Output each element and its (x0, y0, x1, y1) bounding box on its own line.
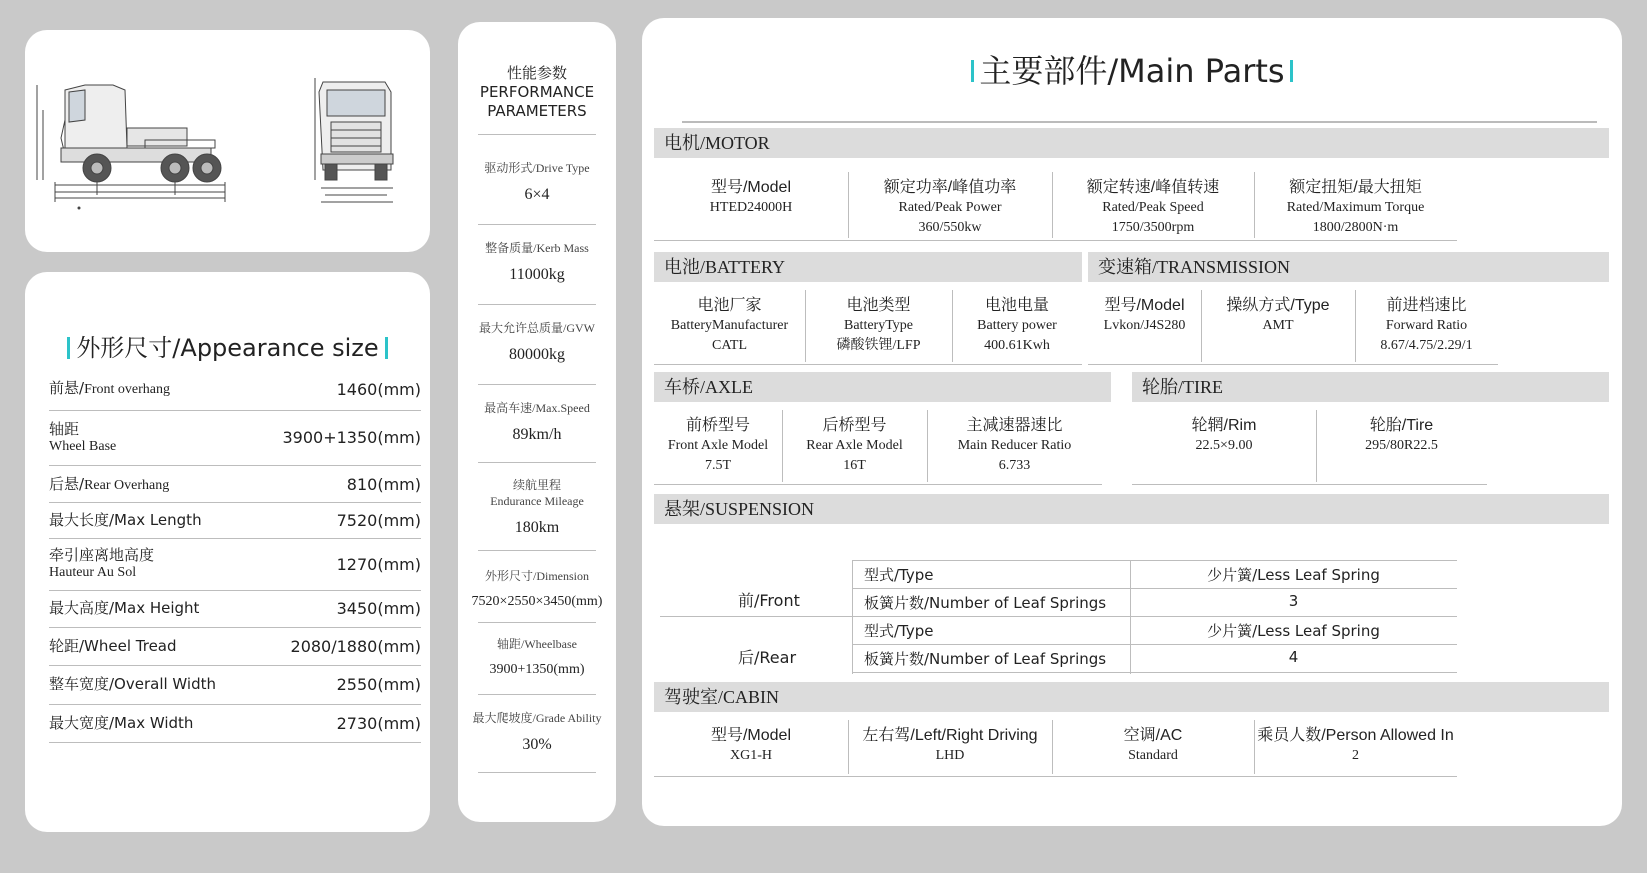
table-divider (852, 560, 853, 674)
axle-label-en: Front Axle Model (667, 438, 769, 453)
performance-item-value: 3900+1350(mm) (489, 662, 585, 677)
table-divider (1316, 410, 1317, 482)
table-divider (1254, 172, 1255, 238)
appearance-row-label (49, 476, 169, 494)
performance-item-value: 180km (514, 519, 560, 536)
transmission-value: Lvkon/J4S280 (1103, 318, 1186, 333)
suspension-section-header: 悬架/SUSPENSION (654, 494, 1609, 524)
cabin-cell (654, 726, 848, 774)
performance-title-en-line2: PARAMETERS (487, 102, 587, 120)
battery-label-cn: 电池厂家 (697, 297, 762, 314)
motor-cell (654, 178, 848, 238)
title-accent-bar (1290, 60, 1293, 82)
appearance-row-label-cn: 前悬/ (49, 379, 85, 397)
axle-cell (654, 416, 782, 482)
appearance-row-label-en: Hauteur Au Sol (49, 565, 137, 580)
battery-label-cn: 电池电量 (984, 297, 1049, 314)
transmission-cell (1355, 296, 1498, 362)
table-rule (1088, 364, 1498, 365)
battery-label-en: Battery power (977, 318, 1057, 333)
suspension-rear-label: 后/Rear (738, 648, 797, 667)
motor-label-cn: 额定扭矩/最大扭矩 (1289, 179, 1422, 196)
table-divider (1355, 290, 1356, 362)
axle-value: 7.5T (704, 458, 732, 473)
performance-item (464, 240, 610, 284)
transmission-label-cn: 前进档速比 (1386, 297, 1467, 314)
performance-item-label-en: Endurance Mileage (490, 494, 584, 508)
axle-label-en: Main Reducer Ratio (957, 438, 1072, 453)
performance-item-label: 最大允许总质量/GVW (479, 321, 595, 335)
transmission-label-en: Forward Ratio (1385, 318, 1468, 333)
transmission-label-cn: 操纵方式/Type (1226, 297, 1330, 314)
table-rule (654, 364, 1082, 365)
battery-cell (654, 296, 805, 362)
performance-item-label: 轴距/Wheelbase (497, 637, 577, 651)
motor-value: HTED24000H (709, 200, 793, 215)
tire-cell (1316, 416, 1487, 482)
appearance-row-value: 3900+1350(mm) (282, 428, 421, 447)
appearance-size-title (25, 328, 430, 363)
motor-label-cn: 额定功率/峰值功率 (883, 179, 1017, 196)
main-parts-card (642, 18, 1622, 826)
table-rule (852, 588, 1457, 589)
appearance-row-value: 3450(mm) (336, 599, 421, 618)
appearance-row-label (49, 547, 154, 581)
suspension-row-value: 少片簧/Less Leaf Spring (1207, 622, 1380, 640)
title-underline (682, 121, 1597, 123)
cabin-cell (1254, 726, 1457, 774)
performance-item-value: 89km/h (512, 426, 562, 443)
truck-side-view-drawing (25, 30, 430, 252)
performance-item (464, 568, 610, 610)
battery-label-en: BatteryType (844, 318, 913, 333)
table-rule (852, 644, 1457, 645)
table-rule (1132, 484, 1487, 485)
tire-label-cn: 轮胎/Tire (1369, 417, 1434, 434)
tire-section-header: 轮胎/TIRE (1132, 372, 1609, 402)
appearance-row-label (49, 380, 170, 398)
performance-item-label: 续航里程 (512, 478, 561, 492)
table-rule (660, 616, 1457, 617)
cabin-label-cn: 空调/AC (1123, 727, 1183, 744)
suspension-row-value: 3 (1288, 592, 1299, 610)
axle-label-cn: 后桥型号 (822, 417, 887, 434)
table-divider (1052, 720, 1053, 774)
table-rule (654, 484, 1102, 485)
appearance-row-value: 7520(mm) (336, 510, 421, 530)
motor-cell (1254, 178, 1457, 238)
performance-item (464, 636, 610, 678)
performance-item-value: 11000kg (509, 266, 565, 283)
battery-value: 400.61Kwh (984, 338, 1050, 353)
appearance-row-label-en: Front overhang (84, 382, 170, 397)
battery-cell (805, 296, 952, 362)
title-accent-bar (385, 337, 388, 359)
appearance-row-value: 1460(mm) (336, 379, 421, 399)
battery-cell (952, 296, 1082, 362)
appearance-row (49, 704, 421, 743)
motor-label-en: Rated/Maximum Torque (1286, 200, 1425, 215)
motor-value: 1800/2800N·m (1312, 220, 1399, 235)
appearance-row-label-en: Rear Overhang (84, 477, 170, 493)
suspension-row-label: 板簧片数/Number of Leaf Springs (864, 650, 1107, 668)
axle-label-en: Rear Axle Model (806, 438, 903, 453)
performance-item (464, 320, 610, 364)
appearance-row (49, 590, 421, 628)
appearance-row (49, 502, 421, 539)
axle-value: 6.733 (998, 458, 1031, 473)
appearance-row-label (49, 512, 202, 529)
transmission-cell (1088, 296, 1201, 362)
performance-title (458, 64, 616, 121)
axle-label-cn: 主减速器速比 (966, 417, 1063, 434)
cabin-label-cn: 左右驾/Left/Right Driving (862, 727, 1038, 744)
axle-cell (927, 416, 1102, 482)
performance-divider (478, 462, 596, 463)
appearance-row-label-cn: 最大宽度/Max Width (49, 713, 194, 732)
suspension-row-value: 少片簧/Less Leaf Spring (1207, 566, 1380, 584)
battery-value: 磷酸铁锂/LFP (836, 338, 921, 353)
transmission-value: AMT (1262, 318, 1294, 333)
cabin-cell (848, 726, 1052, 774)
table-divider (805, 290, 806, 362)
appearance-row-value: 2550(mm) (336, 675, 421, 694)
tire-value: 22.5×9.00 (1195, 438, 1253, 453)
suspension-row-label: 型式/Type (864, 622, 934, 640)
cabin-value: 2 (1352, 748, 1359, 763)
appearance-row (49, 410, 421, 466)
performance-divider (478, 550, 596, 551)
appearance-row-label-cn: 最大高度/Max Height (49, 599, 200, 617)
battery-section-header: 电池/BATTERY (654, 252, 1082, 282)
performance-item (464, 477, 610, 537)
appearance-row-label (49, 715, 193, 732)
transmission-label-cn: 型号/Model (1104, 297, 1185, 314)
table-rule (852, 672, 1457, 673)
performance-title-cn: 性能参数 (506, 64, 567, 82)
performance-item-label: 外形尺寸/Dimension (485, 569, 589, 583)
cabin-cell (1052, 726, 1254, 774)
title-accent-bar (971, 60, 974, 82)
motor-value: 360/550kw (918, 220, 982, 235)
appearance-row-value: 2080/1880(mm) (290, 636, 421, 656)
performance-divider (478, 304, 596, 305)
table-rule (654, 776, 1457, 777)
tire-value: 295/80R22.5 (1365, 438, 1438, 453)
table-rule (852, 560, 1457, 561)
cabin-label-cn: 型号/Model (710, 727, 792, 744)
appearance-row (49, 665, 421, 705)
motor-label-cn: 额定转速/峰值转速 (1086, 179, 1220, 196)
appearance-row-value: 810(mm) (346, 475, 421, 494)
appearance-row (49, 467, 421, 503)
suspension-front-label: 前/Front (738, 591, 800, 610)
performance-divider (478, 694, 596, 695)
appearance-row-label (49, 638, 177, 655)
appearance-row-label-cn: 轴距 (49, 419, 80, 438)
tire-cell (1132, 416, 1316, 482)
table-divider (848, 720, 849, 774)
performance-item-label: 整备质量/Kerb Mass (485, 241, 589, 255)
suspension-row-label: 板簧片数/Number of Leaf Springs (864, 594, 1107, 612)
appearance-size-card (25, 272, 430, 832)
performance-item-value: 30% (522, 736, 552, 753)
appearance-row-label (49, 676, 216, 693)
table-divider (1201, 290, 1202, 362)
performance-item-value: 6×4 (524, 186, 550, 203)
appearance-row-label-cn: 轮距/Wheel Tread (49, 636, 177, 655)
battery-value: CATL (712, 338, 747, 353)
appearance-row-value: 1270(mm) (336, 554, 421, 574)
transmission-section-header: 变速箱/TRANSMISSION (1088, 252, 1609, 282)
table-divider (782, 410, 783, 482)
cabin-section-header: 驾驶室/CABIN (654, 682, 1609, 712)
table-divider (952, 290, 953, 362)
cabin-label-cn: 乘员人数/Person Allowed In (1257, 727, 1454, 744)
cabin-value: Standard (1128, 748, 1178, 763)
transmission-value: 8.67/4.75/2.29/1 (1380, 338, 1473, 353)
table-divider (1052, 172, 1053, 238)
performance-divider (478, 134, 596, 135)
appearance-row (49, 538, 421, 591)
motor-cell (848, 178, 1052, 238)
axle-section-header: 车桥/AXLE (654, 372, 1111, 402)
appearance-row-label-cn: 牵引座离地高度 (49, 546, 155, 564)
appearance-row-label-cn: 最大长度/Max Length (49, 510, 202, 529)
performance-divider (478, 224, 596, 225)
transmission-cell (1201, 296, 1355, 362)
table-divider (1254, 720, 1255, 774)
appearance-row-label-cn: 后悬/ (49, 474, 85, 493)
motor-section-header: 电机/MOTOR (654, 128, 1609, 158)
performance-item-value: 7520×2550×3450(mm) (471, 594, 603, 609)
appearance-row-value: 2730(mm) (336, 713, 421, 733)
appearance-size-title-text: 外形尺寸/Appearance size (76, 334, 379, 362)
cabin-value: XG1-H (730, 748, 772, 763)
appearance-row-label-en: Wheel Base (49, 438, 117, 454)
motor-value: 1750/3500rpm (1111, 220, 1195, 235)
motor-cell (1052, 178, 1254, 238)
main-parts-title (642, 46, 1622, 92)
suspension-row-value: 4 (1288, 648, 1299, 666)
table-divider (927, 410, 928, 482)
motor-label-en: Rated/Peak Speed (1102, 200, 1204, 215)
performance-parameters-card (458, 22, 616, 822)
appearance-row-label (49, 600, 199, 617)
performance-item-value: 80000kg (509, 346, 565, 363)
performance-item (464, 400, 610, 444)
performance-item (464, 160, 610, 204)
performance-divider (478, 772, 596, 773)
appearance-row-label-cn: 整车宽度/Overall Width (49, 675, 217, 693)
performance-divider (478, 384, 596, 385)
performance-item-label: 最大爬坡度/Grade Ability (472, 711, 602, 725)
cabin-value: LHD (935, 748, 965, 763)
performance-divider (478, 622, 596, 623)
performance-item-label: 最高车速/Max.Speed (484, 401, 590, 415)
motor-label-en: Rated/Peak Power (898, 200, 1002, 215)
performance-item-label: 驱动形式/Drive Type (484, 161, 590, 175)
axle-value: 16T (843, 458, 866, 473)
truck-drawing-card (25, 30, 430, 252)
table-divider (848, 172, 849, 238)
performance-item (464, 710, 610, 754)
axle-label-cn: 前桥型号 (685, 417, 750, 434)
tire-label-cn: 轮辋/Rim (1191, 417, 1257, 434)
appearance-row (49, 368, 421, 411)
appearance-row (49, 627, 421, 666)
appearance-row-label (49, 421, 116, 455)
title-accent-bar (67, 337, 70, 359)
battery-label-en: BatteryManufacturer (670, 318, 789, 333)
table-rule (654, 240, 1457, 241)
axle-cell (782, 416, 927, 482)
main-parts-title-text: 主要部件/Main Parts (979, 52, 1285, 90)
battery-label-cn: 电池类型 (846, 297, 911, 314)
suspension-row-label: 型式/Type (864, 566, 934, 584)
performance-title-en-line1: PERFORMANCE (479, 83, 595, 101)
motor-label-cn: 型号/Model (710, 179, 792, 196)
